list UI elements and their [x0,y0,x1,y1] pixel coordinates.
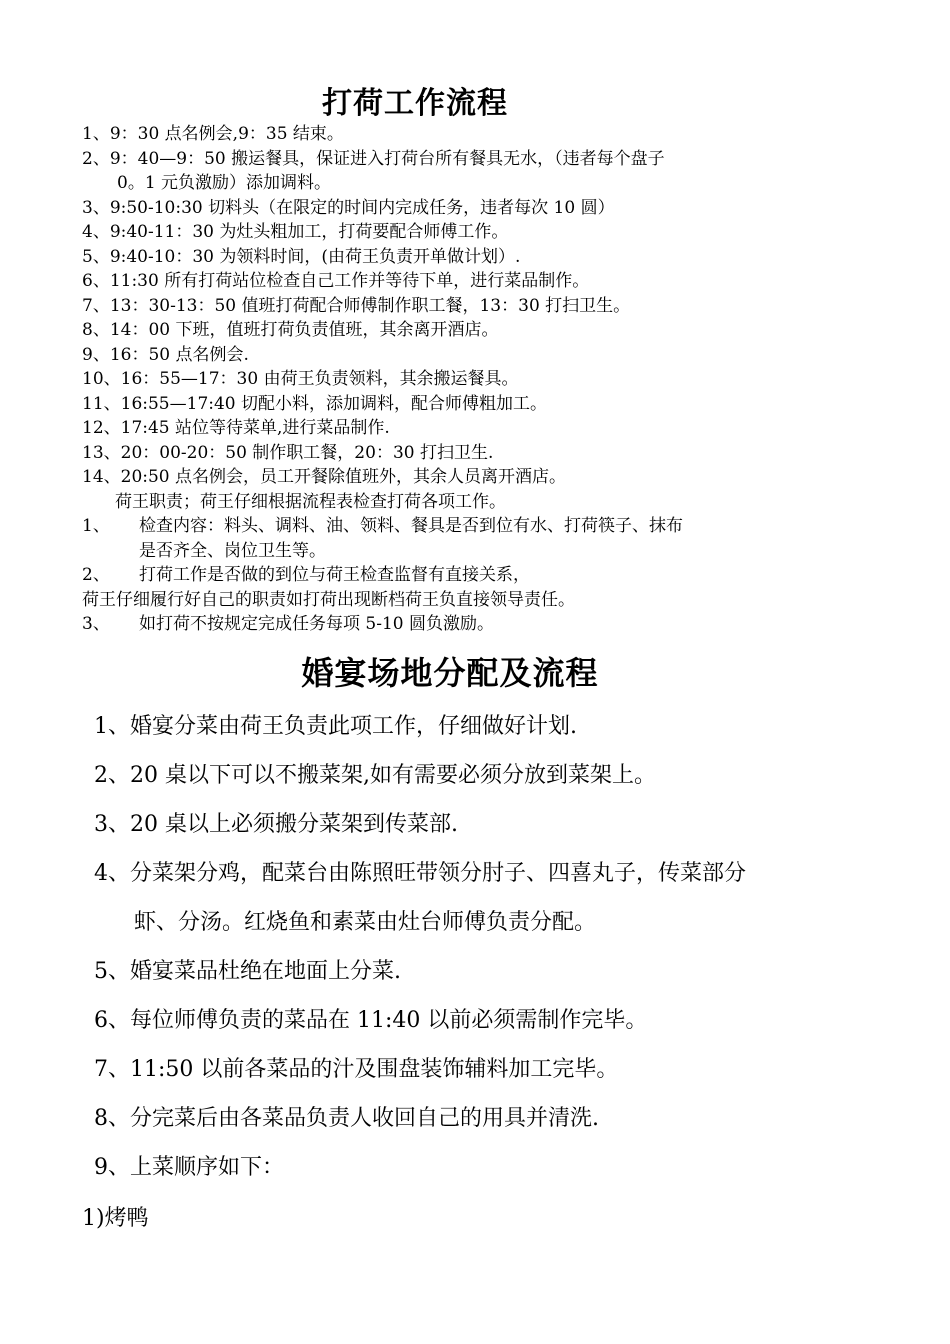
banquet-step-9: 9、上菜顺序如下： [94,1155,284,1180]
duty-item-number: 1、 [82,516,110,536]
section-title-wedding-banquet: 婚宴场地分配及流程 [301,654,599,692]
section-title-dahe-workflow: 打荷工作流程 [322,86,508,121]
duty-item-text: 打荷工作是否做的到位与荷王检查监督有直接关系， [139,565,530,585]
duty-item-text: 检查内容：料头、调料、油、领料、餐具是否到位有水、打荷筷子、抹布 [139,516,683,536]
duty-note: 荷王仔细履行好自己的职责如打荷出现断档荷王负直接领导责任。 [82,589,575,610]
workflow-step-2: 2、9：40—9：50 搬运餐具，保证进入打荷台所有餐具无水，（违者每个盘子 [82,148,665,169]
workflow-step-11: 11、16:55—17:40 切配小料，添加调料，配合师傅粗加工。 [82,393,548,414]
banquet-step-3: 3、20 桌以上必须搬分菜架到传菜部. [94,812,458,837]
dahe-workflow-section [82,122,882,637]
workflow-step-14: 14、20:50 点名例会，员工开餐除值班外，其余人员离开酒店。 [82,467,567,487]
duty-item-2 [82,563,882,588]
workflow-step-12: 12、17:45 站位等待菜单,进行菜品制作. [82,418,390,438]
workflow-step-1: 1、9：30 点名例会,9：35 结束。 [82,124,344,144]
banquet-step-7: 7、11:50 以前各菜品的汁及围盘装饰辅料加工完毕。 [94,1057,619,1082]
duty-item-1 [82,514,882,563]
heading-wang-duty: 荷王职责；荷王仔细根据流程表检查打荷各项工作。 [115,491,506,512]
workflow-step-7: 7、13：30-13：50 值班打荷配合师傅制作职工餐，13：30 打扫卫生。 [82,295,631,316]
banquet-step-2: 2、20 桌以下可以不搬菜架,如有需要必须分放到菜架上。 [94,763,656,788]
workflow-step-4: 4、9:40-11：30 为灶头粗加工，打荷要配合师傅工作。 [82,222,509,242]
duty-item-text-continued: 是否齐全、岗位卫生等。 [139,540,326,561]
duty-item-number: 2、 [82,565,110,585]
banquet-step-8: 8、分完菜后由各菜品负责人收回自己的用具并清洗. [94,1106,599,1131]
workflow-step-2-continued: 0。1 元负激励）添加调料。 [117,173,332,193]
serving-order-item-1: 1)烤鸭 [82,1206,149,1231]
duty-item-number: 3、 [82,614,110,634]
banquet-step-6: 6、每位师傅负责的菜品在 11:40 以前必须需制作完毕。 [94,1008,648,1033]
banquet-step-1: 1、婚宴分菜由荷王负责此项工作，仔细做好计划. [94,714,577,739]
workflow-step-13: 13、20：00-20：50 制作职工餐，20：30 打扫卫生. [82,442,494,463]
duty-item-text: 如打荷不按规定完成任务每项 5-10 圆负激励。 [139,614,494,634]
duty-item-3 [82,612,882,637]
wedding-banquet-section [94,702,884,1192]
workflow-step-10: 10、16：55—17：30 由荷王负责领料，其余搬运餐具。 [82,369,519,389]
banquet-step-4-continued: 虾、分汤。红烧鱼和素菜由灶台师傅负责分配。 [134,910,597,935]
workflow-step-8: 8、14：00 下班，值班打荷负责值班，其余离开酒店。 [82,320,499,340]
workflow-step-9: 9、16：50 点名例会. [82,344,249,365]
workflow-step-3: 3、9:50-10:30 切料头（在限定的时间内完成任务，违者每次 10 圆） [82,197,615,218]
banquet-step-5: 5、婚宴菜品杜绝在地面上分菜. [94,959,401,984]
banquet-step-4: 4、分菜架分鸡，配菜台由陈照旺带领分肘子、四喜丸子，传菜部分 [94,861,746,886]
workflow-step-6: 6、11:30 所有打荷站位检查自己工作并等待下单，进行菜品制作。 [82,271,590,291]
workflow-step-5: 5、9:40-10：30 为领料时间，(由荷王负责开单做计划）. [82,246,521,267]
